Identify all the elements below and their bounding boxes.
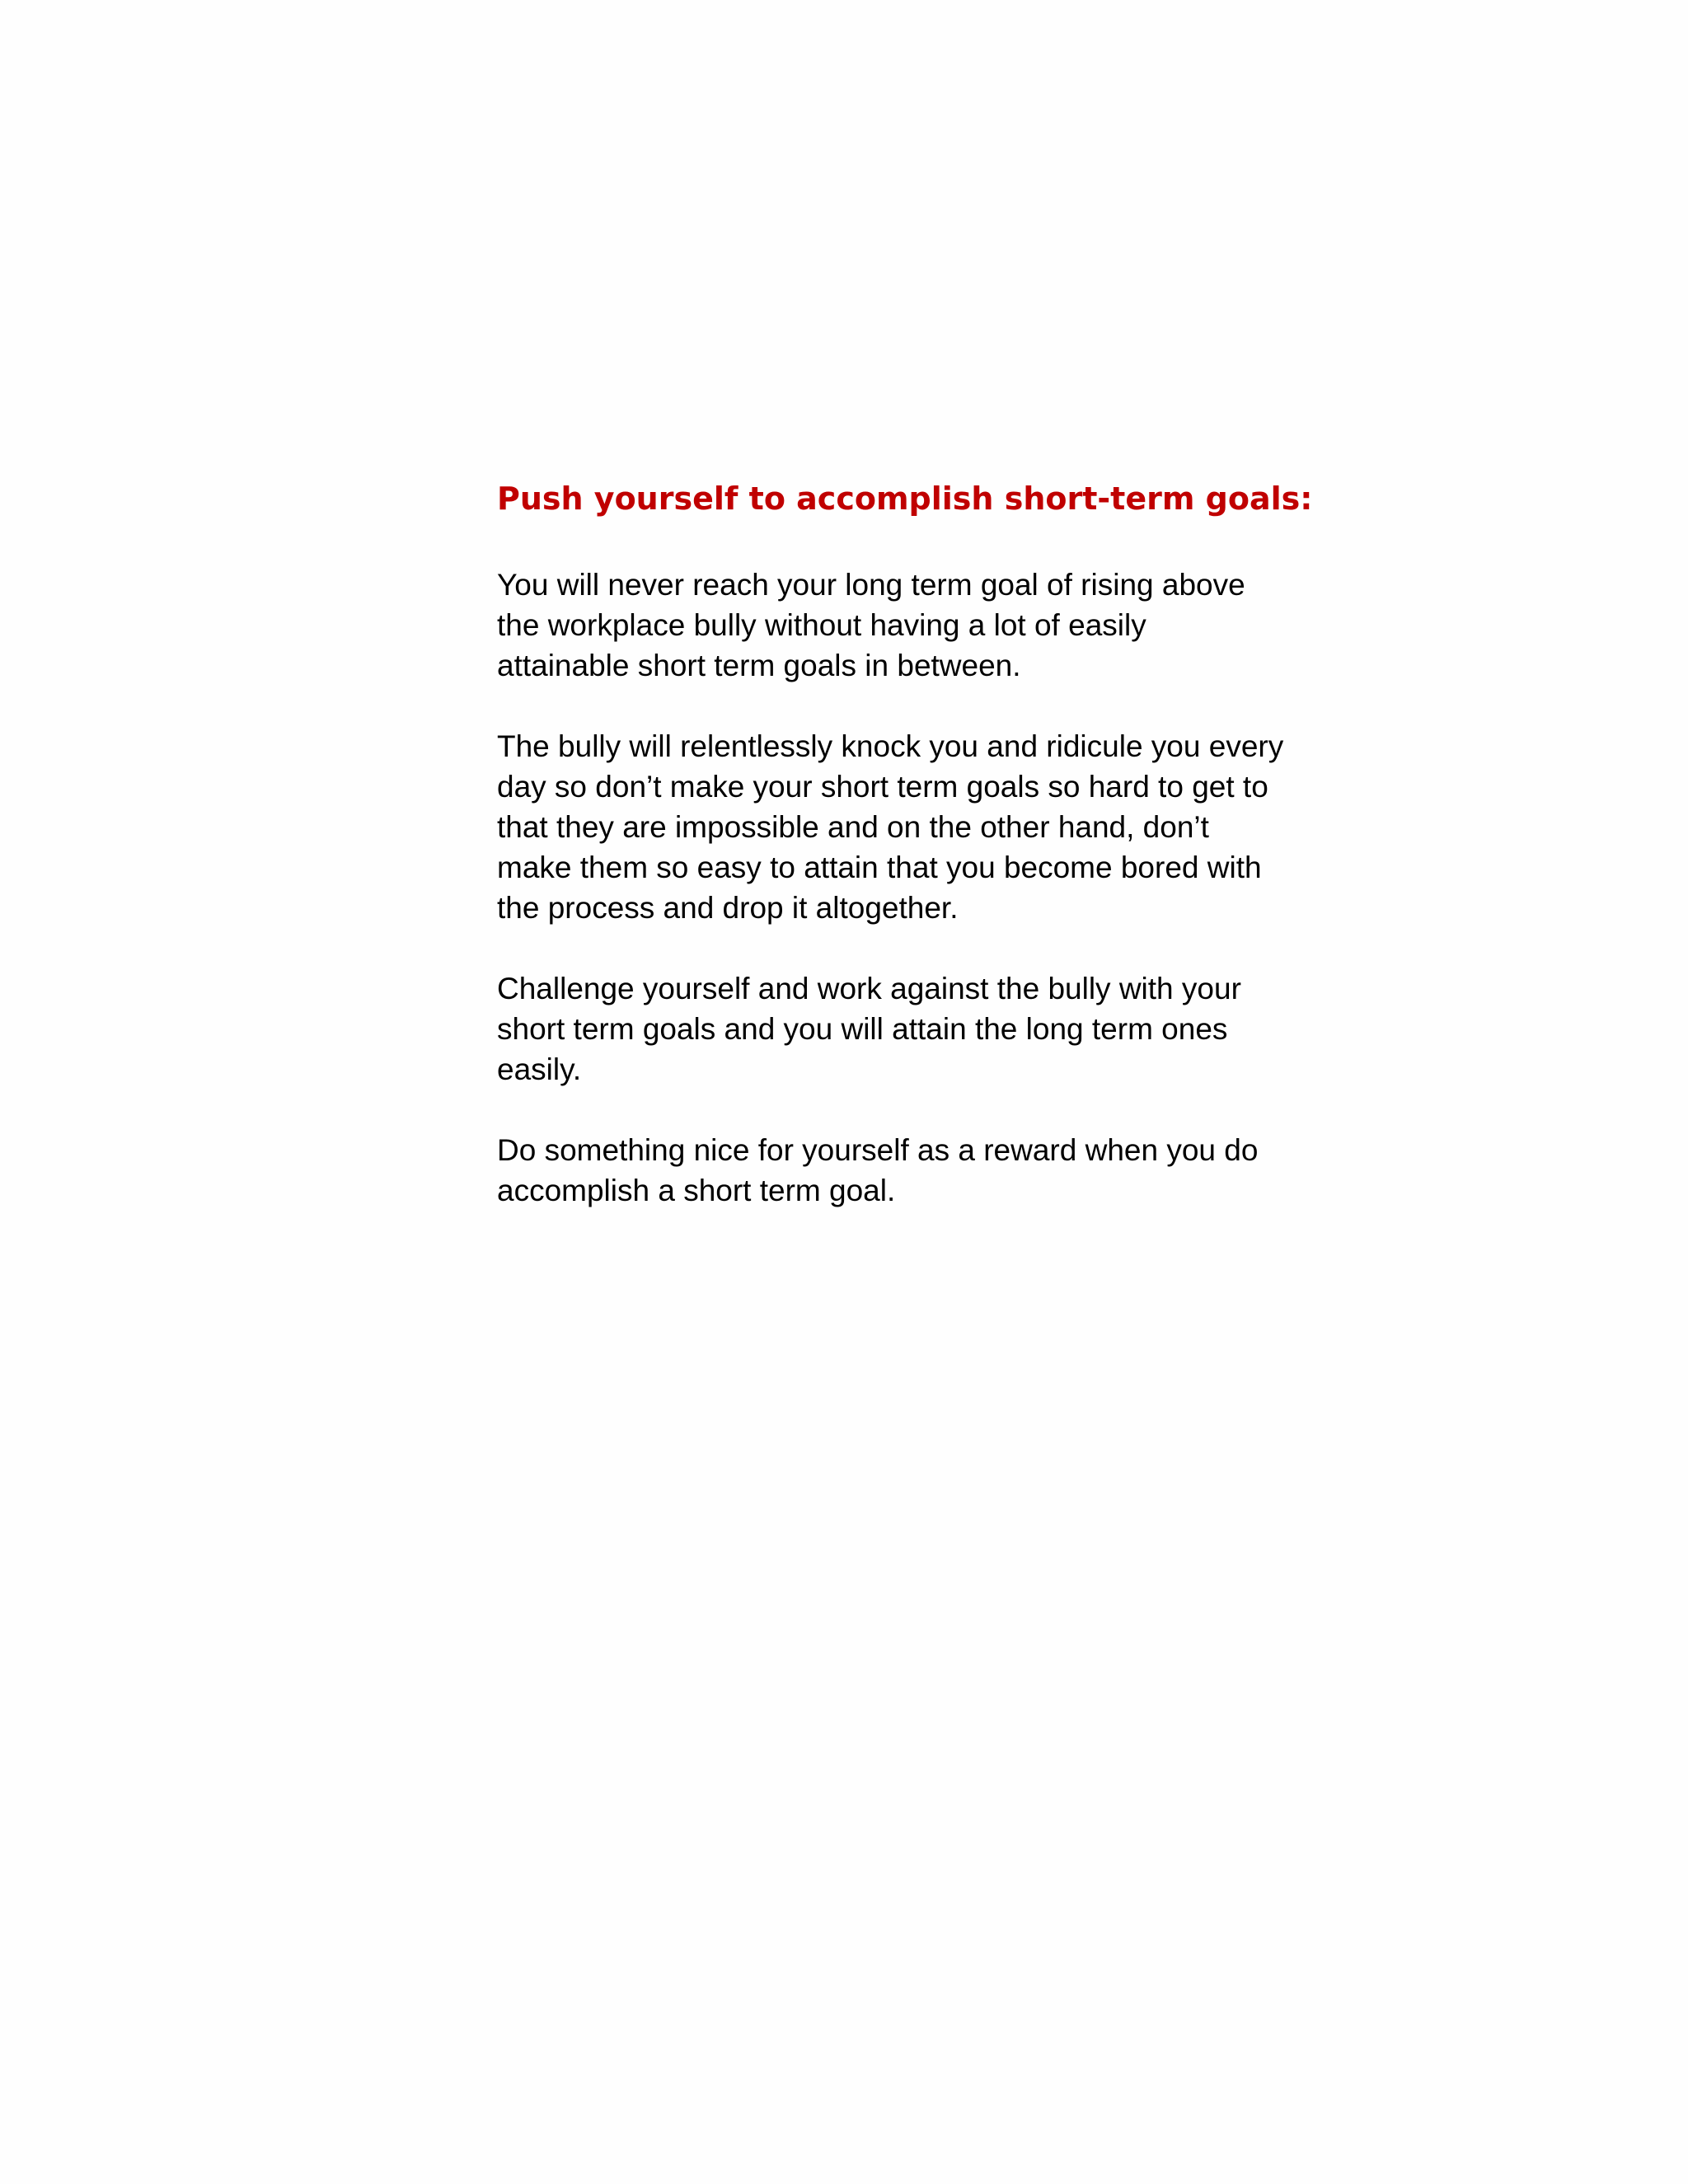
text-line: The bully will relentlessly knock you and ridicule you every	[497, 729, 1284, 763]
paragraph-4	[497, 1130, 1321, 1211]
text-line: make them so easy to attain that you become bored with	[497, 851, 1262, 884]
text-line: day so don’t make your short term goals so hard to get to	[497, 770, 1268, 804]
paragraph-1	[497, 565, 1321, 686]
text-line: attainable short term goals in between.	[497, 649, 1021, 682]
text-line: You will never reach your long term goal of rising above	[497, 568, 1245, 602]
paragraph-3	[497, 968, 1321, 1090]
text-line: Challenge yourself and work against the bully with your	[497, 972, 1241, 1005]
text-line: the workplace bully without having a lot of easily	[497, 608, 1146, 642]
text-line: easily.	[497, 1052, 582, 1086]
text-line: that they are impossible and on the other hand, don’t	[497, 810, 1209, 844]
page-content	[497, 474, 1321, 1251]
text-line: short term goals and you will attain the long term ones	[497, 1012, 1228, 1046]
section-heading: Push yourself to accomplish short-term goals:	[497, 480, 1313, 517]
text-line: Do something nice for yourself as a reward when you do	[497, 1133, 1259, 1167]
paragraph-2	[497, 726, 1321, 928]
text-line: accomplish a short term goal.	[497, 1174, 896, 1207]
text-line: the process and drop it altogether.	[497, 891, 959, 925]
